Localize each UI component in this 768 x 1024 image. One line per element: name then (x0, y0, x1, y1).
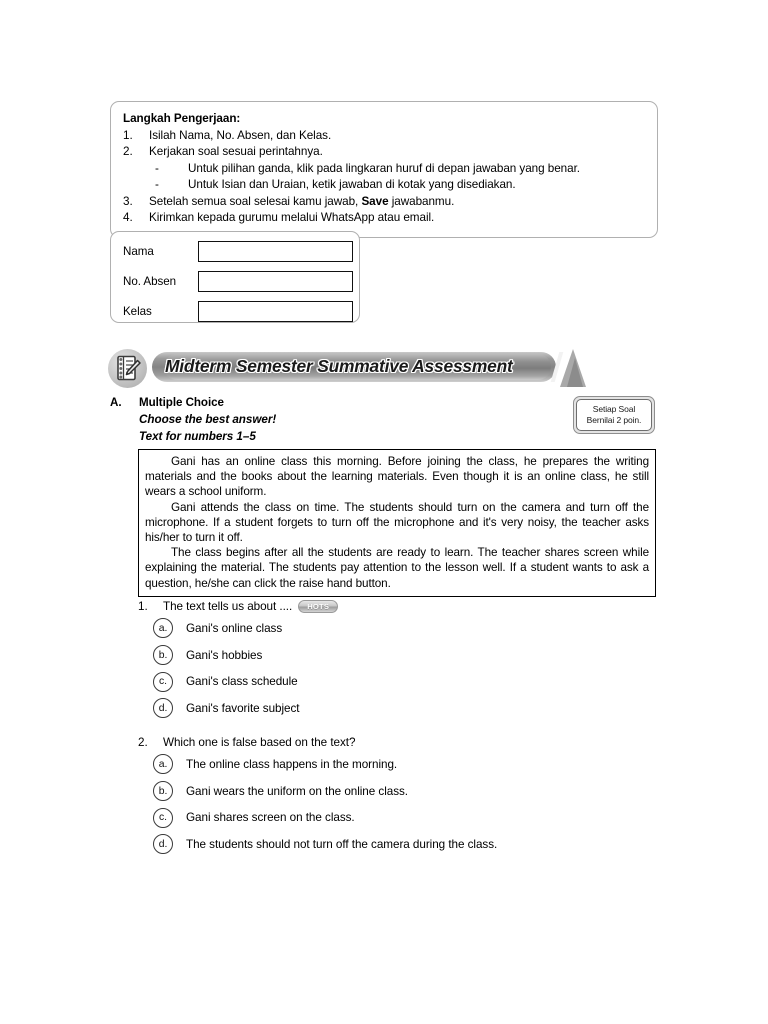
instruction-subitem (123, 177, 645, 194)
question-1-option-a[interactable] (138, 615, 658, 642)
instruction-number: 1. (123, 128, 133, 142)
instruction-item (123, 128, 645, 145)
question-2-option-c[interactable] (138, 804, 658, 831)
notebook-pencil-icon (108, 349, 147, 388)
score-info-badge (573, 396, 655, 434)
question-1-header (138, 597, 658, 615)
identity-row-no-absen (111, 268, 359, 294)
score-line-2: Bernilai 2 poin. (586, 415, 642, 425)
question-1-option-b[interactable] (138, 642, 658, 669)
instructions-panel (110, 101, 658, 238)
hots-badge-label: HOTS (307, 601, 330, 611)
instruction-number: 4. (123, 211, 133, 225)
section-title: Multiple Choice (139, 396, 224, 409)
instruction-text-prefix: Setelah semua soal selesai kamu jawab, (149, 194, 362, 208)
banner-title: Midterm Semester Summative Assessment (165, 356, 513, 376)
save-keyword: Save (361, 194, 389, 208)
option-c-circle[interactable] (153, 808, 173, 828)
question-1 (138, 597, 658, 722)
option-a-circle[interactable] (153, 618, 173, 638)
question-1-text: The text tells us about .... (163, 599, 293, 613)
assessment-banner (108, 349, 586, 388)
question-1-option-d[interactable] (138, 695, 658, 722)
instruction-text (149, 194, 645, 211)
instruction-number: 2. (123, 145, 133, 159)
identity-row-kelas (111, 298, 359, 324)
no-absen-input[interactable] (198, 271, 353, 292)
option-c-text: Gani's class schedule (186, 675, 298, 689)
score-line-1: Setiap Soal (592, 404, 636, 414)
reading-passage (138, 449, 656, 597)
instruction-subtext: Untuk pilihan ganda, klik pada lingkaran huruf di depan jawaban yang benar. (188, 161, 580, 175)
question-2-option-a[interactable] (138, 751, 658, 778)
banner-arrow-inner (567, 358, 583, 387)
question-1-option-c[interactable] (138, 668, 658, 695)
identity-label-nama: Nama (123, 244, 154, 258)
option-b-circle[interactable] (153, 781, 173, 801)
option-d-text: The students should not turn off the camera during the class. (186, 837, 498, 851)
instruction-item (123, 194, 645, 211)
option-a-text: The online class happens in the morning. (186, 757, 398, 771)
option-c-letter: c. (159, 812, 167, 824)
hots-badge (298, 600, 338, 613)
option-a-letter: a. (158, 622, 168, 634)
student-identity-panel (110, 231, 360, 323)
option-b-text: Gani's hobbies (186, 648, 263, 662)
option-d-letter: d. (158, 838, 168, 850)
identity-label-kelas: Kelas (123, 304, 152, 318)
kelas-input[interactable] (198, 301, 353, 322)
option-b-letter: b. (158, 649, 168, 661)
instruction-subitem (123, 161, 645, 178)
question-2 (138, 733, 658, 858)
option-c-circle[interactable] (153, 672, 173, 692)
option-c-letter: c. (159, 676, 167, 688)
instruction-item (123, 210, 645, 227)
instruction-text: Isilah Nama, No. Absen, dan Kelas. (149, 128, 332, 142)
score-info-badge-inner (576, 399, 652, 431)
passage-paragraph: The class begins after all the students are ready to learn. The teacher shares screen while explaining the material. The students pay attention to the lesson well. If a student wants to ask a question, he/she can click the raise hand button. (145, 546, 649, 590)
instructions-title: Langkah Pengerjaan: (123, 112, 241, 125)
question-2-number: 2. (138, 735, 148, 749)
option-b-circle[interactable] (153, 645, 173, 665)
question-2-option-b[interactable] (138, 778, 658, 805)
question-2-option-d[interactable] (138, 831, 658, 858)
question-2-text: Which one is false based on the text? (163, 735, 356, 749)
nama-input[interactable] (198, 241, 353, 262)
option-a-circle[interactable] (153, 754, 173, 774)
option-d-circle[interactable] (153, 834, 173, 854)
option-c-text: Gani shares screen on the class. (186, 811, 355, 825)
section-text-reference: Text for numbers 1–5 (139, 430, 256, 443)
option-d-text: Gani's favorite subject (186, 701, 300, 715)
question-2-header (138, 733, 658, 751)
instruction-dash: - (155, 161, 159, 175)
passage-paragraph: Gani attends the class on time. The students should turn on the camera and turn off the microphone. If a student forgets to turn off the microphone and it's very noisy, the teacher asks his/her to turn it off. (145, 500, 649, 545)
instruction-text: Kirimkan kepada gurumu melalui WhatsApp atau email. (149, 211, 435, 225)
instruction-number: 3. (123, 194, 133, 208)
instruction-text-suffix: jawabanmu. (388, 194, 455, 208)
instruction-subtext: Untuk Isian dan Uraian, ketik jawaban di kotak yang disediakan. (188, 178, 516, 192)
instruction-item (123, 144, 645, 161)
section-letter: A. (110, 396, 122, 409)
section-instruction: Choose the best answer! (139, 413, 277, 426)
option-b-letter: b. (158, 785, 168, 797)
identity-label-no-absen: No. Absen (123, 274, 177, 288)
option-a-letter: a. (158, 758, 168, 770)
option-d-circle[interactable] (153, 698, 173, 718)
option-b-text: Gani wears the uniform on the online class. (186, 784, 408, 798)
passage-paragraph: Gani has an online class this morning. Before joining the class, he prepares the writing materials and the books about the learning materials. Even though it is an online class, he still wears a school uniform. (145, 455, 649, 499)
question-1-number: 1. (138, 599, 148, 613)
option-d-letter: d. (158, 702, 168, 714)
instruction-text: Kerjakan soal sesuai perintahnya. (149, 145, 323, 159)
identity-row-nama (111, 238, 359, 264)
instruction-dash: - (155, 178, 159, 192)
option-a-text: Gani's online class (186, 621, 283, 635)
